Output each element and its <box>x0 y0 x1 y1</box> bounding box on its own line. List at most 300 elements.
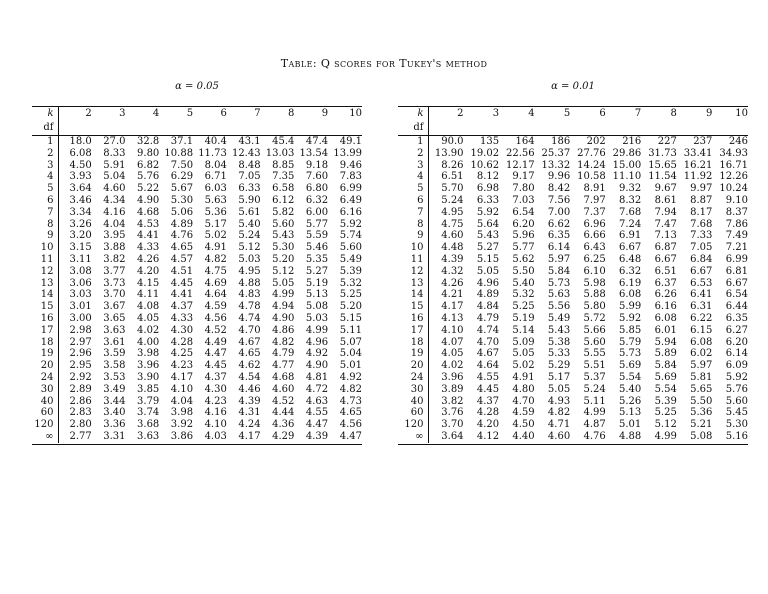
k-header: 8 <box>287 108 295 119</box>
q-value-cell: 6.27 <box>725 324 748 336</box>
q-value-cell: 4.17 <box>238 430 261 442</box>
df-cell: 17 <box>398 325 428 337</box>
q-value-cell: 45.4 <box>272 136 295 147</box>
q-value-cell: 13.03 <box>265 147 295 159</box>
q-value-cell: 6.03 <box>204 183 227 195</box>
q-value-cell: 4.45 <box>476 383 500 395</box>
table-row <box>32 337 362 349</box>
q-value-cell: 5.02 <box>512 360 535 372</box>
q-value-cell: 4.50 <box>69 159 92 171</box>
q-value-cell: 5.54 <box>619 371 642 383</box>
q-value-cell: 4.82 <box>339 383 362 395</box>
q-value-cell: 4.24 <box>238 419 261 431</box>
table-row <box>32 148 362 160</box>
q-value-cell: 4.65 <box>339 407 362 419</box>
q-value-cell: 4.94 <box>272 301 295 313</box>
q-value-cell: 6.54 <box>725 289 748 301</box>
q-value-cell: 4.82 <box>204 253 227 265</box>
header-row-df <box>32 121 362 136</box>
q-value-cell: 4.72 <box>305 383 329 395</box>
k-header: 9 <box>706 108 713 119</box>
q-value-cell: 5.74 <box>339 230 362 242</box>
q-value-cell: 5.36 <box>204 206 227 218</box>
q-value-cell: 4.99 <box>654 430 677 442</box>
q-value-cell: 4.67 <box>238 336 261 348</box>
q-value-cell: 5.62 <box>512 253 535 265</box>
q-value-cell: 135 <box>480 136 500 147</box>
q-value-cell: 4.08 <box>137 301 160 313</box>
q-value-cell: 6.09 <box>725 360 748 372</box>
q-value-cell: 7.68 <box>690 218 713 230</box>
alpha-001-panel <box>398 80 748 445</box>
q-value-cell: 3.73 <box>103 277 126 289</box>
table-row <box>398 230 748 242</box>
q-value-cell: 4.21 <box>441 289 464 301</box>
table-row <box>398 396 748 408</box>
q-value-cell: 5.08 <box>690 430 713 442</box>
q-value-cell: 5.43 <box>547 324 571 336</box>
q-value-cell: 5.05 <box>512 348 535 360</box>
q-value-cell: 47.4 <box>305 136 329 147</box>
q-value-cell: 5.98 <box>583 277 606 289</box>
df-cell: 14 <box>32 289 58 301</box>
df-cell: 40 <box>32 396 58 408</box>
df-cell: 10 <box>32 242 58 254</box>
table-row <box>32 254 362 266</box>
df-cell: 8 <box>32 219 58 231</box>
table-body <box>32 136 362 443</box>
df-cell: 13 <box>32 278 58 290</box>
q-value-cell: 6.00 <box>305 206 329 218</box>
q-value-cell: 7.49 <box>725 230 748 242</box>
q-value-cell: 29.86 <box>612 147 642 159</box>
q-value-cell: 5.97 <box>690 360 713 372</box>
q-value-cell: 6.14 <box>725 348 748 360</box>
q-value-cell: 8.87 <box>690 194 713 206</box>
q-value-cell: 5.45 <box>725 407 748 419</box>
table-row <box>398 384 748 396</box>
q-value-cell: 5.55 <box>583 348 606 360</box>
q-value-cell: 5.07 <box>339 336 362 348</box>
q-value-cell: 3.76 <box>441 407 464 419</box>
q-value-cell: 34.93 <box>719 147 748 159</box>
q-value-cell: 4.55 <box>476 371 500 383</box>
q-value-cell: 7.50 <box>170 159 194 171</box>
table-body <box>398 136 748 443</box>
q-value-cell: 4.00 <box>137 336 160 348</box>
q-value-cell: 4.20 <box>476 419 500 431</box>
q-value-cell: 4.76 <box>583 430 606 442</box>
q-value-cell: 8.37 <box>725 206 748 218</box>
k-header: 9 <box>321 108 329 119</box>
q-value-cell: 90.0 <box>441 136 464 147</box>
q-value-cell: 4.89 <box>170 218 194 230</box>
q-value-cell: 5.84 <box>547 265 571 277</box>
q-value-cell: 3.63 <box>103 324 126 336</box>
q-value-cell: 4.04 <box>170 395 194 407</box>
q-value-cell: 5.46 <box>305 242 329 254</box>
q-value-cell: 13.99 <box>333 147 362 159</box>
df-cell: 4 <box>398 171 428 183</box>
q-value-cell: 5.60 <box>339 242 362 254</box>
q-value-cell: 12.43 <box>231 147 261 159</box>
q-value-cell: 4.78 <box>238 301 261 313</box>
q-table-alpha-001 <box>398 107 748 443</box>
q-value-cell: 5.12 <box>654 419 677 431</box>
alpha-005-panel <box>32 80 362 445</box>
k-header: 4 <box>528 108 535 119</box>
q-value-cell: 8.85 <box>272 159 295 171</box>
q-value-cell: 10.88 <box>164 147 194 159</box>
table-row <box>398 242 748 254</box>
q-value-cell: 43.1 <box>238 136 261 147</box>
table-row <box>32 431 362 443</box>
q-value-cell: 7.83 <box>339 171 362 183</box>
q-value-cell: 5.88 <box>583 289 606 301</box>
table-row <box>398 195 748 207</box>
table-row <box>32 160 362 172</box>
df-cell: 7 <box>398 207 428 219</box>
table-row <box>32 419 362 431</box>
q-value-cell: 4.92 <box>305 348 329 360</box>
q-value-cell: 3.08 <box>69 265 92 277</box>
k-header: 10 <box>349 108 362 119</box>
q-value-cell: 7.47 <box>654 218 677 230</box>
q-value-cell: 5.99 <box>619 301 642 313</box>
q-value-cell: 6.48 <box>619 253 642 265</box>
q-value-cell: 3.58 <box>103 360 126 372</box>
q-value-cell: 8.26 <box>441 159 464 171</box>
q-value-cell: 4.41 <box>137 230 160 242</box>
q-value-cell: 5.84 <box>654 360 677 372</box>
q-value-cell: 5.29 <box>547 360 571 372</box>
q-value-cell: 5.63 <box>547 289 571 301</box>
table-row <box>32 301 362 313</box>
q-value-cell: 8.42 <box>547 183 571 195</box>
q-value-cell: 7.56 <box>547 194 571 206</box>
q-value-cell: 5.81 <box>690 371 713 383</box>
q-value-cell: 5.80 <box>583 301 606 313</box>
table-row <box>398 254 748 266</box>
q-value-cell: 5.92 <box>619 312 642 324</box>
df-cell: 2 <box>398 148 428 160</box>
q-value-cell: 6.91 <box>619 230 642 242</box>
q-value-cell: 3.61 <box>103 336 126 348</box>
q-value-cell: 4.91 <box>204 242 227 254</box>
df-label: df <box>398 121 428 136</box>
q-value-cell: 7.03 <box>512 194 535 206</box>
table-row <box>32 195 362 207</box>
df-cell: 6 <box>32 195 58 207</box>
q-value-cell: 5.24 <box>583 383 606 395</box>
q-value-cell: 6.08 <box>654 312 677 324</box>
q-value-cell: 5.49 <box>339 253 362 265</box>
table-row <box>398 372 748 384</box>
q-value-cell: 4.89 <box>476 289 500 301</box>
q-value-cell: 5.63 <box>204 194 227 206</box>
q-value-cell: 15.65 <box>648 159 677 171</box>
q-value-cell: 3.90 <box>137 371 160 383</box>
q-value-cell: 4.37 <box>170 301 194 313</box>
q-value-cell: 7.60 <box>305 171 329 183</box>
q-value-cell: 6.15 <box>690 324 713 336</box>
q-value-cell: 5.56 <box>547 301 571 313</box>
q-value-cell: 5.05 <box>476 265 500 277</box>
q-value-cell: 6.99 <box>725 253 748 265</box>
q-value-cell: 2.89 <box>69 383 92 395</box>
df-cell: 3 <box>398 160 428 172</box>
q-value-cell: 5.76 <box>725 383 748 395</box>
q-value-cell: 4.02 <box>137 324 160 336</box>
q-value-cell: 7.35 <box>272 171 295 183</box>
q-value-cell: 6.62 <box>547 218 571 230</box>
q-value-cell: 4.20 <box>137 265 160 277</box>
q-value-cell: 8.04 <box>204 159 227 171</box>
q-value-cell: 164 <box>515 136 535 147</box>
q-value-cell: 4.79 <box>272 348 295 360</box>
q-value-cell: 4.75 <box>204 265 227 277</box>
q-value-cell: 8.48 <box>238 159 261 171</box>
q-value-cell: 4.82 <box>272 336 295 348</box>
q-value-cell: 5.39 <box>339 265 362 277</box>
q-value-cell: 6.80 <box>305 183 329 195</box>
q-value-cell: 3.65 <box>103 312 126 324</box>
q-value-cell: 3.03 <box>69 289 92 301</box>
q-value-cell: 5.82 <box>272 206 295 218</box>
q-value-cell: 2.97 <box>69 336 92 348</box>
q-value-cell: 3.89 <box>441 383 464 395</box>
df-cell: 19 <box>32 348 58 360</box>
q-value-cell: 8.32 <box>619 194 642 206</box>
q-value-cell: 6.53 <box>690 277 713 289</box>
k-header: 3 <box>492 108 500 119</box>
q-value-cell: 4.10 <box>441 324 464 336</box>
header-row-k <box>32 107 362 121</box>
q-value-cell: 4.82 <box>547 407 571 419</box>
q-value-cell: 4.26 <box>441 277 464 289</box>
alpha-label: α = 0.05 <box>175 81 219 92</box>
q-value-cell: 6.66 <box>583 230 606 242</box>
df-cell: 20 <box>32 360 58 372</box>
q-value-cell: 4.16 <box>103 206 126 218</box>
q-value-cell: 3.59 <box>103 348 126 360</box>
q-value-cell: 3.68 <box>137 419 160 431</box>
q-value-cell: 4.25 <box>170 348 194 360</box>
q-value-cell: 4.60 <box>103 183 126 195</box>
q-value-cell: 6.67 <box>690 265 713 277</box>
q-value-cell: 5.54 <box>654 383 677 395</box>
q-value-cell: 9.46 <box>339 159 362 171</box>
q-value-cell: 5.19 <box>512 312 535 324</box>
df-cell: 30 <box>32 384 58 396</box>
q-value-cell: 5.13 <box>619 407 642 419</box>
q-value-cell: 4.49 <box>204 336 227 348</box>
q-value-cell: 5.39 <box>654 395 677 407</box>
q-value-cell: 5.50 <box>512 265 535 277</box>
q-value-cell: 5.90 <box>238 194 261 206</box>
q-value-cell: 5.72 <box>583 312 606 324</box>
q-value-cell: 4.60 <box>441 230 464 242</box>
q-value-cell: 4.31 <box>238 407 261 419</box>
header-row-df <box>398 121 748 136</box>
table-row <box>398 266 748 278</box>
q-value-cell: 6.20 <box>512 218 535 230</box>
q-value-cell: 5.27 <box>305 265 329 277</box>
df-cell: 24 <box>32 372 58 384</box>
q-value-cell: 5.30 <box>272 242 295 254</box>
q-value-cell: 4.90 <box>272 312 295 324</box>
table-row <box>398 419 748 431</box>
q-value-cell: 5.25 <box>512 301 535 313</box>
q-value-cell: 9.17 <box>512 171 535 183</box>
q-value-cell: 4.60 <box>272 383 295 395</box>
q-value-cell: 3.85 <box>137 383 160 395</box>
table-row <box>32 207 362 219</box>
q-value-cell: 4.70 <box>512 395 535 407</box>
q-value-cell: 3.40 <box>103 407 126 419</box>
q-value-cell: 5.70 <box>441 183 464 195</box>
q-value-cell: 5.11 <box>583 395 606 407</box>
q-value-cell: 4.99 <box>272 289 295 301</box>
q-value-cell: 13.90 <box>434 147 464 159</box>
q-value-cell: 5.17 <box>204 218 227 230</box>
df-cell: 14 <box>398 289 428 301</box>
k-header: 2 <box>457 108 464 119</box>
q-value-cell: 3.34 <box>69 206 92 218</box>
q-value-cell: 4.88 <box>238 277 261 289</box>
q-value-cell: 5.19 <box>305 277 329 289</box>
q-value-cell: 8.33 <box>103 147 126 159</box>
q-value-cell: 4.47 <box>204 348 227 360</box>
q-value-cell: 4.02 <box>441 360 464 372</box>
q-value-cell: 4.34 <box>103 194 126 206</box>
k-header: 5 <box>186 108 194 119</box>
q-value-cell: 9.32 <box>619 183 642 195</box>
q-value-cell: 5.11 <box>339 324 362 336</box>
q-value-cell: 5.36 <box>690 407 713 419</box>
q-value-cell: 6.12 <box>272 194 295 206</box>
df-cell: 16 <box>398 313 428 325</box>
q-value-cell: 49.1 <box>339 136 362 147</box>
q-value-cell: 6.26 <box>654 289 677 301</box>
q-value-cell: 3.96 <box>441 371 464 383</box>
q-value-cell: 6.99 <box>339 183 362 195</box>
q-value-cell: 6.37 <box>654 277 677 289</box>
df-cell: 19 <box>398 348 428 360</box>
q-value-cell: 4.64 <box>204 289 227 301</box>
q-value-cell: 6.98 <box>476 183 500 195</box>
q-value-cell: 5.32 <box>339 277 362 289</box>
q-value-cell: 6.67 <box>619 242 642 254</box>
q-value-cell: 6.25 <box>583 253 606 265</box>
q-value-cell: 5.03 <box>238 253 261 265</box>
q-value-cell: 5.77 <box>305 218 329 230</box>
q-value-cell: 4.05 <box>137 312 160 324</box>
q-value-cell: 6.81 <box>725 265 748 277</box>
alpha-label: α = 0.01 <box>551 81 595 92</box>
table-row <box>32 242 362 254</box>
q-value-cell: 9.67 <box>654 183 677 195</box>
q-value-cell: 4.59 <box>204 301 227 313</box>
q-value-cell: 6.01 <box>654 324 677 336</box>
q-value-cell: 4.65 <box>170 242 194 254</box>
df-cell: 1 <box>32 136 58 148</box>
q-value-cell: 4.83 <box>238 289 261 301</box>
q-value-cell: 4.12 <box>476 430 500 442</box>
q-value-cell: 4.92 <box>339 371 362 383</box>
q-value-cell: 4.40 <box>512 430 535 442</box>
df-cell: 2 <box>32 148 58 160</box>
q-value-cell: 3.95 <box>103 230 126 242</box>
q-value-cell: 9.18 <box>305 159 329 171</box>
q-value-cell: 4.65 <box>238 348 261 360</box>
q-value-cell: 4.15 <box>137 277 160 289</box>
df-cell: 11 <box>398 254 428 266</box>
q-value-cell: 4.23 <box>170 360 194 372</box>
q-value-cell: 7.21 <box>725 242 748 254</box>
q-value-cell: 33.41 <box>683 147 713 159</box>
q-value-cell: 3.64 <box>69 183 92 195</box>
q-value-cell: 16.71 <box>719 159 748 171</box>
q-value-cell: 4.56 <box>339 419 362 431</box>
q-value-cell: 6.08 <box>619 289 642 301</box>
q-value-cell: 5.24 <box>238 230 261 242</box>
q-value-cell: 5.64 <box>476 218 500 230</box>
q-value-cell: 4.96 <box>305 336 329 348</box>
q-value-cell: 10.24 <box>719 183 748 195</box>
q-value-cell: 4.68 <box>137 206 160 218</box>
k-header: 4 <box>152 108 160 119</box>
table-row <box>398 301 748 313</box>
q-value-cell: 5.65 <box>690 383 713 395</box>
table-row <box>398 136 748 148</box>
q-value-cell: 27.0 <box>103 136 126 147</box>
q-value-cell: 5.14 <box>512 324 535 336</box>
df-cell: 4 <box>32 171 58 183</box>
q-value-cell: 4.69 <box>204 277 227 289</box>
q-value-cell: 4.73 <box>339 395 362 407</box>
q-value-cell: 6.02 <box>690 348 713 360</box>
q-value-cell: 40.4 <box>204 136 227 147</box>
q-value-cell: 4.59 <box>512 407 535 419</box>
q-value-cell: 5.49 <box>547 312 571 324</box>
q-value-cell: 3.26 <box>69 218 92 230</box>
q-value-cell: 5.37 <box>583 371 606 383</box>
q-value-cell: 3.88 <box>103 242 126 254</box>
df-cell: 18 <box>32 337 58 349</box>
q-value-cell: 3.63 <box>137 430 160 442</box>
df-cell: 20 <box>398 360 428 372</box>
q-value-cell: 4.99 <box>305 324 329 336</box>
q-value-cell: 4.07 <box>441 336 464 348</box>
q-value-cell: 8.17 <box>690 206 713 218</box>
q-value-cell: 7.86 <box>725 218 748 230</box>
df-cell: 120 <box>32 419 58 431</box>
table-row <box>32 289 362 301</box>
table-row <box>398 325 748 337</box>
q-value-cell: 12.26 <box>719 171 748 183</box>
q-value-cell: 4.44 <box>272 407 295 419</box>
q-value-cell: 216 <box>622 136 642 147</box>
q-value-cell: 10.62 <box>470 159 500 171</box>
k-header: 3 <box>119 108 126 119</box>
q-value-cell: 4.53 <box>137 218 160 230</box>
q-value-cell: 3.92 <box>170 419 194 431</box>
table-row <box>32 372 362 384</box>
q-value-cell: 7.80 <box>512 183 535 195</box>
q-value-cell: 4.37 <box>476 395 500 407</box>
table-row <box>398 148 748 160</box>
